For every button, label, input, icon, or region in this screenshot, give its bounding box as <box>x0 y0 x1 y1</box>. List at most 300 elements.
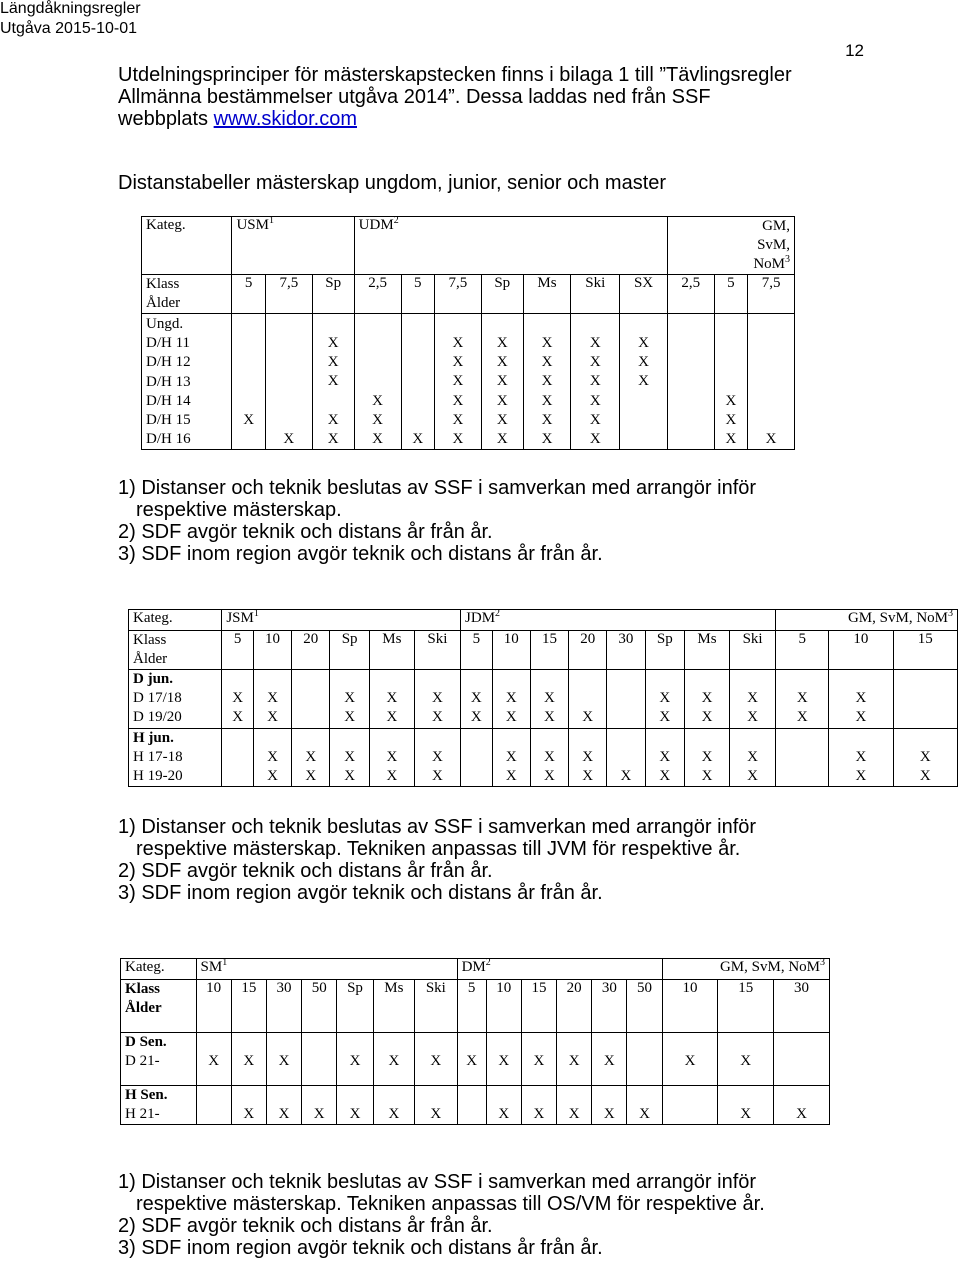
spacer <box>734 729 771 748</box>
group-udm-label: UDM <box>358 217 394 233</box>
note-1-cont: respektive mästerskap. Tekniken anpassas till JVM för respektive år. <box>136 838 741 860</box>
data-cell <box>662 1086 718 1125</box>
note-2: 2) SDF avgör teknik och distans år från år. <box>118 1215 493 1237</box>
column-header: Ski <box>729 631 775 670</box>
x-mark: X <box>589 373 601 390</box>
x-mark: X <box>589 411 601 428</box>
x-mark: X <box>327 431 339 448</box>
column-header: Ms <box>373 980 414 1033</box>
column-header: Ms <box>523 275 571 314</box>
data-cell <box>373 1086 414 1125</box>
spacer <box>497 670 526 689</box>
column-header: Sp <box>330 631 370 670</box>
x-mark: X <box>855 709 867 726</box>
x-mark: X <box>725 392 737 409</box>
data-cell <box>486 1033 521 1086</box>
column-header: 5 <box>401 275 434 314</box>
footnote-ref: 2 <box>393 215 399 226</box>
data-cell <box>729 728 775 787</box>
spacer <box>722 1086 769 1105</box>
column-header: 20 <box>557 980 592 1033</box>
x-mark <box>465 748 488 767</box>
row-label: D/H 16 <box>146 431 191 448</box>
x-mark <box>573 689 602 708</box>
footnote-ref: 3 <box>785 254 790 265</box>
x-mark <box>778 1052 825 1071</box>
x-mark: X <box>701 709 713 726</box>
x-mark <box>752 411 790 430</box>
x-mark: X <box>505 768 517 785</box>
kateg-label: Kateg. <box>125 959 165 975</box>
spacer <box>833 729 888 748</box>
data-cell <box>401 314 434 450</box>
x-mark <box>611 689 640 708</box>
x-mark: X <box>589 431 601 448</box>
spacer <box>226 729 249 748</box>
spacer <box>526 1033 552 1052</box>
x-mark: X <box>278 1053 290 1070</box>
spacer <box>780 670 824 689</box>
x-mark: X <box>855 748 867 765</box>
x-mark <box>462 1105 482 1124</box>
x-mark: X <box>243 411 255 428</box>
data-cell <box>530 728 568 787</box>
note-1: 1) Distanser och teknik beslutas av SSF i samverkan med arrangör inför <box>118 1171 757 1193</box>
spacer <box>497 729 526 748</box>
x-mark <box>201 1105 227 1124</box>
data-cell <box>521 1033 556 1086</box>
spacer <box>334 729 365 748</box>
x-mark: X <box>430 1106 442 1123</box>
page-number: 12 <box>845 41 864 60</box>
x-mark <box>898 689 953 708</box>
x-mark: X <box>452 411 464 428</box>
spacer <box>650 729 681 748</box>
x-mark: X <box>432 748 443 765</box>
x-mark <box>406 392 430 411</box>
column-header: SX <box>620 275 668 314</box>
kateg-label: Kateg. <box>133 610 173 626</box>
group-gm <box>662 959 829 980</box>
data-cell <box>461 670 493 729</box>
group-jdm <box>461 610 776 631</box>
data-cell <box>231 1086 266 1125</box>
x-mark <box>624 411 663 430</box>
table-ungdom <box>141 216 795 450</box>
column-header: 30 <box>266 980 301 1033</box>
x-mark: X <box>498 1106 510 1123</box>
note-1: 1) Distanser och teknik beslutas av SSF i samverkan med arrangör inför <box>118 477 757 499</box>
data-cell <box>265 314 312 450</box>
x-mark: X <box>638 373 649 390</box>
spacer <box>526 1086 552 1105</box>
footnote-ref: 3 <box>820 957 825 968</box>
kateg-cell <box>121 959 197 980</box>
data-cell <box>266 1033 301 1086</box>
table-senior <box>120 958 830 1125</box>
x-mark <box>752 372 790 391</box>
row-labels-cell <box>121 1086 197 1125</box>
x-mark: X <box>701 748 713 765</box>
x-mark: X <box>349 1053 361 1070</box>
row-label: D/H 15 <box>146 412 191 429</box>
data-cell <box>685 670 730 729</box>
x-mark: X <box>344 748 356 765</box>
x-mark <box>270 372 308 391</box>
row-label: D 21- <box>125 1053 160 1069</box>
spacer <box>341 1033 368 1052</box>
data-cell <box>196 1033 231 1086</box>
spacer <box>535 729 564 748</box>
data-cell <box>729 670 775 729</box>
table-row <box>129 670 958 729</box>
x-mark: X <box>659 748 671 765</box>
spacer <box>465 729 488 748</box>
data-cell <box>354 314 401 450</box>
x-mark: X <box>638 335 649 351</box>
x-mark <box>672 392 710 411</box>
x-mark <box>226 767 249 786</box>
spacer <box>611 670 640 689</box>
x-mark: X <box>544 768 555 785</box>
spacer <box>341 1086 368 1105</box>
column-header: Ski <box>415 980 458 1033</box>
column-header: 7,5 <box>434 275 481 314</box>
x-mark: X <box>589 392 601 409</box>
x-mark <box>667 1105 714 1124</box>
x-mark: X <box>267 748 278 765</box>
data-cell <box>607 670 645 729</box>
spacer <box>419 729 456 748</box>
x-mark <box>236 334 260 353</box>
spacer <box>722 1033 769 1052</box>
klass-label: Klass <box>133 632 167 648</box>
x-mark: X <box>684 1053 696 1070</box>
group-udm <box>354 217 667 275</box>
alder-label: Ålder <box>133 651 168 667</box>
data-cell <box>486 1086 521 1125</box>
spacer <box>650 670 681 689</box>
x-mark: X <box>267 690 278 707</box>
spacer <box>258 729 287 748</box>
x-mark <box>270 392 308 411</box>
x-mark: X <box>496 392 508 409</box>
data-cell <box>893 728 957 787</box>
group-jsm <box>222 610 461 631</box>
footnote-ref: 1 <box>253 608 259 619</box>
x-mark: X <box>432 690 443 707</box>
data-cell <box>748 314 795 450</box>
kateg-cell <box>129 610 222 631</box>
data-cell <box>266 1086 301 1125</box>
x-mark <box>672 430 710 449</box>
data-cell <box>330 670 370 729</box>
footnote-ref: 2 <box>495 608 501 619</box>
spacer <box>236 1086 262 1105</box>
group-ungd-label: Ungd. <box>146 316 184 332</box>
x-mark: X <box>372 411 383 428</box>
column-header: 7,5 <box>748 275 795 314</box>
data-cell <box>461 728 493 787</box>
data-cell <box>222 670 254 729</box>
x-mark: X <box>582 748 594 765</box>
spacer <box>667 1033 714 1052</box>
column-header: Sp <box>337 980 373 1033</box>
x-mark: X <box>639 1106 650 1123</box>
group-dm-label: DM <box>461 959 486 975</box>
spacer <box>462 1086 482 1105</box>
x-mark <box>406 372 430 391</box>
data-cell <box>662 1033 718 1086</box>
x-mark: X <box>452 431 464 448</box>
x-mark: X <box>386 690 398 707</box>
x-mark: X <box>919 748 931 765</box>
klass-label: Klass <box>125 981 161 997</box>
data-cell <box>292 670 330 729</box>
x-mark: X <box>541 354 553 371</box>
data-cell <box>523 314 571 450</box>
x-mark: X <box>208 1053 220 1070</box>
x-mark: X <box>701 768 713 785</box>
row-labels-cell <box>129 728 222 787</box>
spacer <box>898 729 953 748</box>
note-2: 2) SDF avgör teknik och distans år från år. <box>118 860 493 882</box>
spacer <box>271 1033 297 1052</box>
klass-cell <box>142 275 232 314</box>
data-cell <box>231 1033 266 1086</box>
x-mark: X <box>283 431 295 448</box>
header-title: Längdåkningsregler <box>0 0 141 17</box>
x-mark: X <box>544 748 555 765</box>
header-edition: Utgåva 2015-10-01 <box>0 20 137 37</box>
row-label: H 21- <box>125 1106 160 1122</box>
x-mark: X <box>701 690 713 707</box>
x-mark: X <box>582 768 594 785</box>
table-columns-row <box>129 631 958 670</box>
x-mark: X <box>327 373 339 390</box>
row-label: D/H 13 <box>146 373 191 390</box>
klass-cell <box>121 980 197 1033</box>
spacer <box>226 670 249 689</box>
x-mark <box>752 392 790 411</box>
x-mark <box>236 430 260 449</box>
data-cell <box>607 728 645 787</box>
x-mark: X <box>232 690 244 707</box>
x-mark: X <box>372 431 383 448</box>
spacer <box>667 1086 714 1105</box>
x-mark: X <box>466 1053 478 1070</box>
spacer <box>465 670 488 689</box>
data-cell <box>776 670 829 729</box>
table-header-row <box>121 959 830 980</box>
data-cell <box>829 670 893 729</box>
data-cell <box>718 1033 774 1086</box>
x-mark: X <box>496 431 508 448</box>
row-label: D 17/18 <box>133 690 182 706</box>
column-header: Ski <box>414 631 460 670</box>
x-mark: X <box>747 748 758 765</box>
x-mark: X <box>327 411 339 428</box>
table-junior <box>128 609 958 787</box>
data-cell <box>571 314 620 450</box>
group-gm-label: GM, SvM, NoM <box>847 610 948 626</box>
x-mark: X <box>344 768 356 785</box>
x-mark: X <box>432 768 443 785</box>
footnote-ref: 2 <box>485 957 491 968</box>
column-header: Ski <box>571 275 620 314</box>
data-cell <box>569 728 607 787</box>
x-mark: X <box>388 1106 400 1123</box>
x-mark: X <box>603 1053 615 1070</box>
x-mark: X <box>232 709 244 726</box>
x-mark <box>270 353 308 372</box>
spacer <box>201 1033 227 1052</box>
x-mark: X <box>659 768 671 785</box>
spacer <box>201 1086 227 1105</box>
x-mark: X <box>568 1106 580 1123</box>
data-cell <box>337 1033 373 1086</box>
data-cell <box>557 1033 592 1086</box>
x-mark: X <box>505 748 517 765</box>
x-mark <box>296 708 325 727</box>
spacer <box>306 1086 332 1105</box>
data-cell <box>893 670 957 729</box>
spacer <box>780 729 824 748</box>
data-cell <box>592 1033 627 1086</box>
skidor-link[interactable]: www.skidor.com <box>213 108 357 130</box>
data-cell <box>714 314 747 450</box>
column-header: 30 <box>607 631 645 670</box>
x-mark: X <box>638 354 649 371</box>
data-cell <box>627 1033 662 1086</box>
column-header: 5 <box>776 631 829 670</box>
column-header: 5 <box>457 980 486 1033</box>
data-cell <box>829 728 893 787</box>
table-columns-row <box>121 980 830 1033</box>
spacer <box>561 1033 587 1052</box>
column-header: 50 <box>627 980 662 1033</box>
x-mark <box>406 353 430 372</box>
spacer <box>898 670 953 689</box>
row-labels-cell <box>129 670 222 729</box>
group-sm <box>196 959 457 980</box>
x-mark <box>359 334 397 353</box>
x-mark: X <box>582 709 594 726</box>
x-mark <box>270 334 308 353</box>
row-label: D/H 12 <box>146 354 191 371</box>
group-gm <box>776 610 958 631</box>
x-mark: X <box>496 335 508 351</box>
spacer <box>631 1033 657 1052</box>
data-cell <box>718 1086 774 1125</box>
notes-senior <box>118 1171 765 1259</box>
data-cell <box>569 670 607 729</box>
spacer <box>631 1086 657 1105</box>
data-cell <box>492 728 530 787</box>
x-mark <box>624 392 663 411</box>
x-mark: X <box>603 1106 615 1123</box>
spacer <box>334 670 365 689</box>
spacer <box>535 670 564 689</box>
spacer <box>778 1033 825 1052</box>
table-header-row <box>129 610 958 631</box>
column-header: 20 <box>292 631 330 670</box>
x-mark <box>780 767 824 786</box>
group-dm <box>457 959 662 980</box>
x-mark: X <box>620 768 632 785</box>
x-mark: X <box>452 373 464 390</box>
x-mark <box>719 372 743 391</box>
column-header: 15 <box>893 631 957 670</box>
x-mark: X <box>541 392 553 409</box>
x-mark <box>631 1052 657 1071</box>
row-label: D/H 11 <box>146 335 191 352</box>
x-mark: X <box>505 709 517 726</box>
data-cell <box>369 670 414 729</box>
x-mark: X <box>659 690 671 707</box>
group-usm <box>232 217 354 275</box>
data-cell <box>415 1086 458 1125</box>
x-mark <box>359 372 397 391</box>
spacer <box>689 729 725 748</box>
data-cell <box>196 1086 231 1125</box>
table-header-row <box>142 217 795 275</box>
row-label: D/H 14 <box>146 392 191 409</box>
column-header: 10 <box>486 980 521 1033</box>
row-labels-cell <box>142 314 232 450</box>
data-cell <box>530 670 568 729</box>
data-cell <box>774 1033 830 1086</box>
x-mark: X <box>313 1106 325 1123</box>
data-cell <box>434 314 481 450</box>
x-mark <box>236 353 260 372</box>
note-1: 1) Distanser och teknik beslutas av SSF i samverkan med arrangör inför <box>118 816 757 838</box>
data-cell <box>645 670 685 729</box>
x-mark: X <box>243 1053 255 1070</box>
x-mark: X <box>267 709 278 726</box>
footnote-ref: 1 <box>222 957 228 968</box>
x-mark: X <box>496 354 508 371</box>
x-mark <box>752 334 790 353</box>
x-mark: X <box>796 690 808 707</box>
spacer <box>258 670 287 689</box>
data-cell <box>645 728 685 787</box>
column-header: 20 <box>569 631 607 670</box>
x-mark <box>226 748 249 767</box>
x-mark: X <box>452 354 464 371</box>
data-cell <box>292 728 330 787</box>
notes-ungdom <box>118 477 756 565</box>
x-mark: X <box>278 1106 290 1123</box>
group-gm-line3: NoM <box>753 256 785 272</box>
spacer <box>833 670 888 689</box>
spacer <box>236 1033 262 1052</box>
spacer <box>296 670 325 689</box>
x-mark <box>306 1052 332 1071</box>
x-mark: X <box>796 1106 807 1123</box>
x-mark: X <box>855 768 867 785</box>
data-cell <box>457 1086 486 1125</box>
column-header: 7,5 <box>265 275 312 314</box>
x-mark <box>359 353 397 372</box>
x-mark: X <box>765 431 777 448</box>
klass-label: Klass <box>146 276 180 292</box>
x-mark: X <box>725 411 737 428</box>
column-header: 5 <box>461 631 493 670</box>
x-mark <box>270 411 308 430</box>
data-cell <box>667 314 714 450</box>
alder-label: Ålder <box>146 295 181 311</box>
